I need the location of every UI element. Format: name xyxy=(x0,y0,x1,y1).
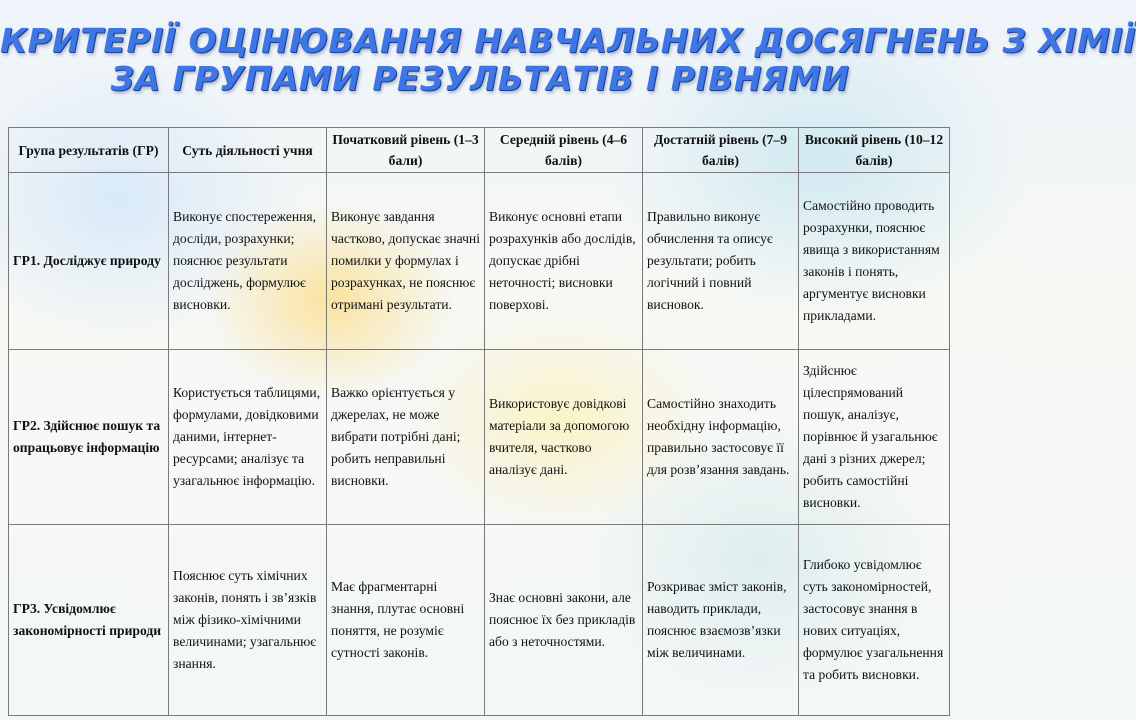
row-sufficient: Самостійно знаходить необхідну інформацію, правильно застосовує її для розв’язання завдань. xyxy=(643,350,799,525)
table-row xyxy=(9,350,950,525)
header-sufficient-level: Достатній рівень (7–9 балів) xyxy=(643,128,799,173)
row-activity: Пояснює суть хімічних законів, понять і зв’язків між фізико-хімічними величинами; узагальнює знання. xyxy=(169,525,327,716)
row-group: ГР3. Усвідомлює закономірності природи xyxy=(9,525,169,716)
header-group: Група результатів (ГР) xyxy=(9,128,169,173)
row-high: Самостійно проводить розрахунки, пояснює явища з використанням законів і понять, аргументує висновки прикладами. xyxy=(799,173,950,350)
title-line-2: ЗА ГРУПАМИ РЕЗУЛЬТАТІВ І РІВНЯМИ xyxy=(110,59,850,98)
table-row xyxy=(9,173,950,350)
row-middle: Знає основні закони, але пояснює їх без прикладів або з неточностями. xyxy=(485,525,643,716)
header-activity: Суть діяльності учня xyxy=(169,128,327,173)
row-initial: Важко орієнтується у джерелах, не може вибрати потрібні дані; робить неправильні висновки. xyxy=(327,350,485,525)
header-initial-level: Початковий рівень (1–3 бали) xyxy=(327,128,485,173)
criteria-table xyxy=(8,127,950,716)
row-initial: Виконує завдання частково, допускає значні помилки у формулах і розрахунках, не пояснює отримані результати. xyxy=(327,173,485,350)
title-line-1: КРИТЕРІЇ ОЦІНЮВАННЯ НАВЧАЛЬНИХ ДОСЯГНЕНЬ З ХІМІЇ xyxy=(0,21,1136,60)
page-title xyxy=(0,21,1136,98)
header-row xyxy=(9,128,950,173)
row-activity: Виконує спостереження, досліди, розрахунки; пояснює результати досліджень, формулює висновки. xyxy=(169,173,327,350)
row-high: Глибоко усвідомлює суть закономірностей, застосовує знання в нових ситуаціях, формулює узагальнення та робить висновки. xyxy=(799,525,950,716)
row-group: ГР1. Досліджує природу xyxy=(9,173,169,350)
row-sufficient: Правильно виконує обчислення та описує результати; робить логічний і повний висновок. xyxy=(643,173,799,350)
row-middle: Виконує основні етапи розрахунків або дослідів, допускає дрібні неточності; висновки поверхові. xyxy=(485,173,643,350)
row-sufficient: Розкриває зміст законів, наводить приклади, пояснює взаємозв’язки між величинами. xyxy=(643,525,799,716)
row-middle: Використовує довідкові матеріали за допомогою вчителя, частково аналізує дані. xyxy=(485,350,643,525)
table-row xyxy=(9,525,950,716)
row-high: Здійснює цілеспрямований пошук, аналізує, порівнює й узагальнює дані з різних джерел; робить самостійні висновки. xyxy=(799,350,950,525)
header-middle-level: Середній рівень (4–6 балів) xyxy=(485,128,643,173)
row-group: ГР2. Здійснює пошук та опрацьовує інформацію xyxy=(9,350,169,525)
row-initial: Має фрагментарні знання, плутає основні поняття, не розуміє сутності законів. xyxy=(327,525,485,716)
header-high-level: Високий рівень (10–12 балів) xyxy=(799,128,950,173)
row-activity: Користується таблицями, формулами, довідковими даними, інтернет-ресурсами; аналізує та узагальнює інформацію. xyxy=(169,350,327,525)
